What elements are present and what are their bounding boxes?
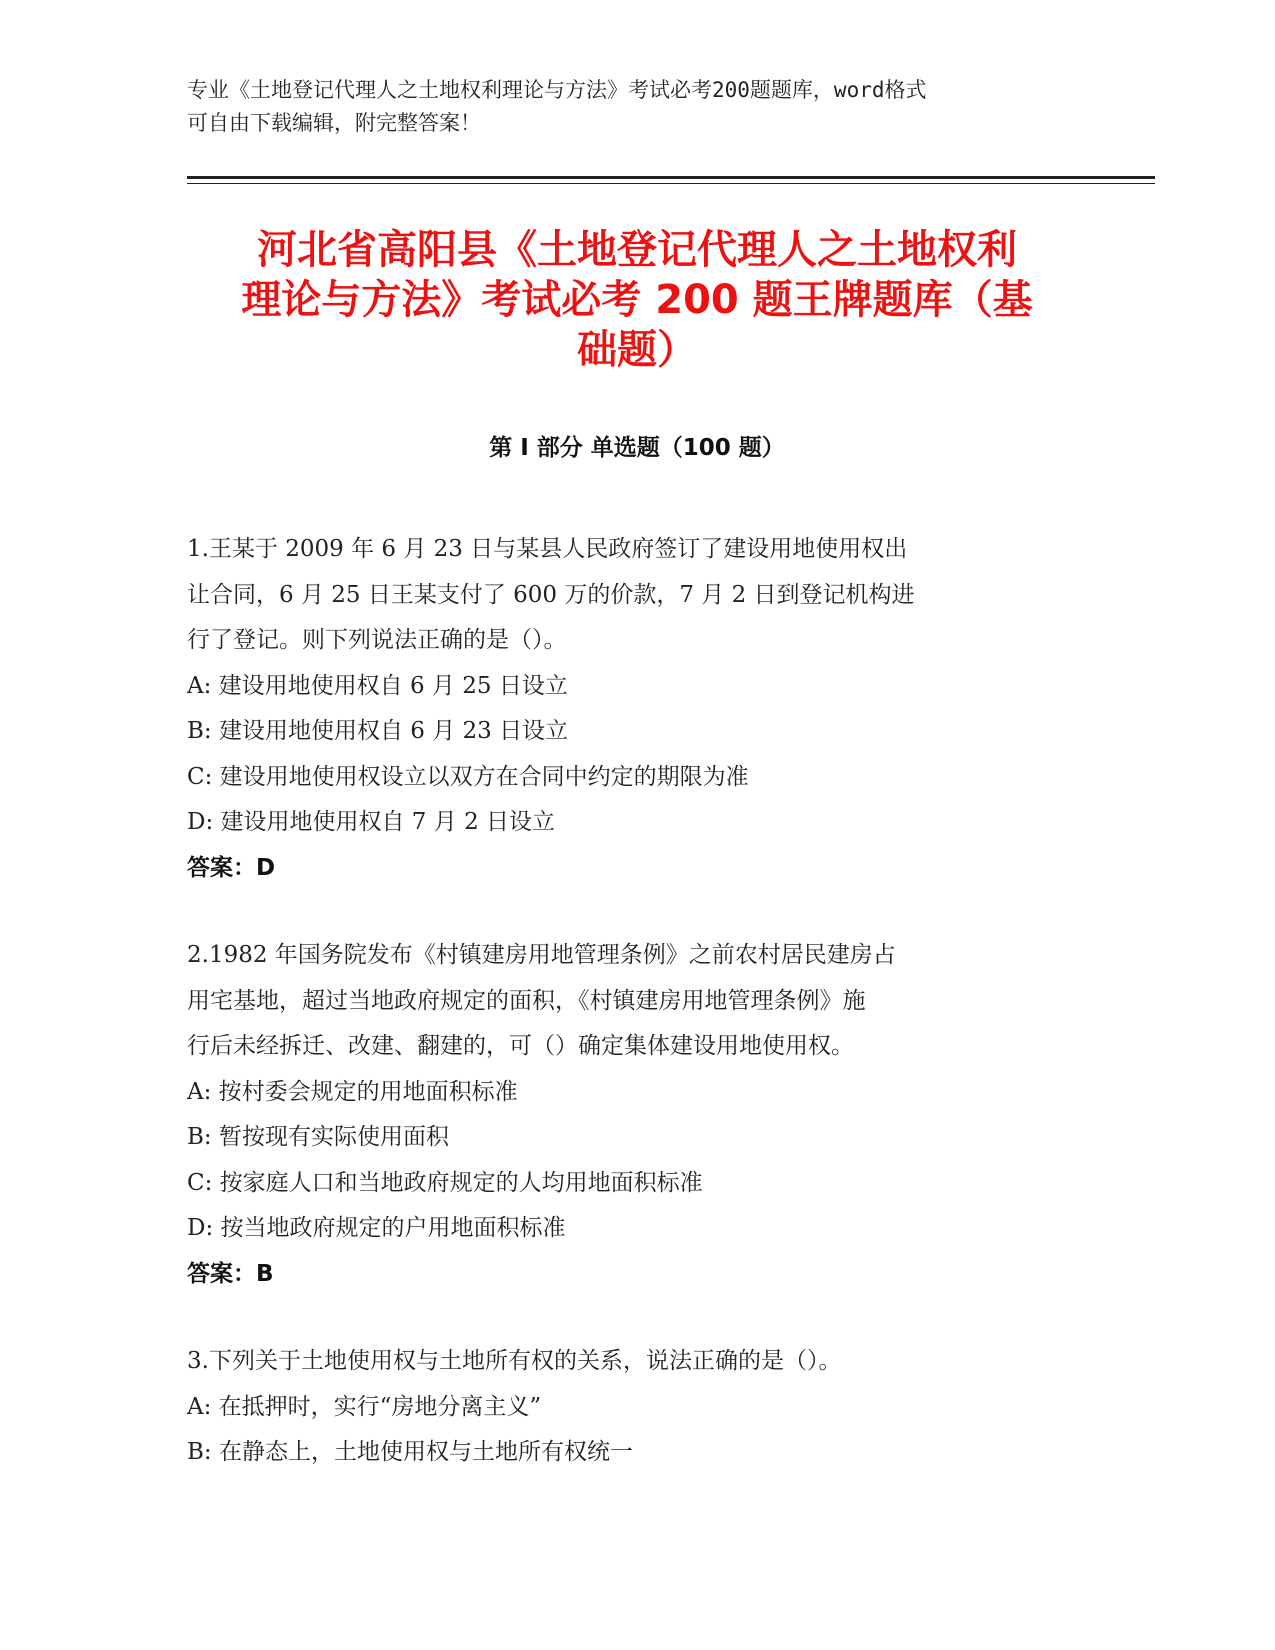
header-note-line-2: 可自由下载编辑，附完整答案！ [187,111,481,135]
section-heading: 第 I 部分 单选题（100 题） [489,435,785,461]
option-d: D: 按当地政府规定的户用地面积标准 [187,1215,566,1241]
option-c: C: 按家庭人口和当地政府规定的人均用地面积标准 [187,1169,703,1196]
document-title-line-1: 河北省高阳县《土地登记代理人之土地权利 [257,227,1017,273]
option-c: C: 建设用地使用权设立以双方在合同中约定的期限为准 [187,763,749,790]
document-title-line-2: 理论与方法》考试必考 200 题王牌题库（基 [241,277,1033,323]
option-a: A: 按村委会规定的用地面积标准 [187,1078,518,1105]
option-a: A: 建设用地使用权自 6 月 25 日设立 [187,672,568,699]
question-stem-line: 用宅基地，超过当地政府规定的面积，《村镇建房用地管理条例》施 [187,987,866,1014]
option-d: D: 建设用地使用权自 7 月 2 日设立 [187,809,556,835]
document-title [187,225,1087,375]
header-divider-thick [187,176,1155,179]
option-b: B: 在静态上，土地使用权与土地所有权统一 [187,1439,633,1465]
answer: 答案：B [187,1260,274,1287]
question-1 [187,527,1087,891]
header-note [187,74,1067,140]
header-divider-thin [187,183,1155,184]
option-b: B: 暂按现有实际使用面积 [187,1124,449,1150]
question-stem-line: 2.1982 年国务院发布《村镇建房用地管理条例》之前农村居民建房占 [187,942,896,968]
question-stem-line: 3.下列关于土地使用权与土地所有权的关系，说法正确的是（）。 [187,1348,842,1374]
question-stem-line: 行了登记。则下列说法正确的是（）。 [187,627,567,653]
question-stem-line: 1.王某于 2009 年 6 月 23 日与某县人民政府签订了建设用地使用权出 [187,536,908,562]
header-note-line-1: 专业《土地登记代理人之土地权利理论与方法》考试必考200题题库，word格式 [187,78,927,102]
question-stem-line: 行后未经拆迁、改建、翻建的，可（）确定集体建设用地使用权。 [187,1033,854,1059]
question-2 [187,933,1087,1297]
option-a: A: 在抵押时，实行“房地分离主义” [187,1393,542,1420]
question-stem-line: 让合同，6 月 25 日王某支付了 600 万的价款，7 月 2 日到登记机构进 [187,581,915,608]
document-title-line-3: 础题） [577,327,697,373]
answer: 答案：D [187,854,276,881]
option-b: B: 建设用地使用权自 6 月 23 日设立 [187,718,569,744]
question-3 [187,1339,1087,1476]
